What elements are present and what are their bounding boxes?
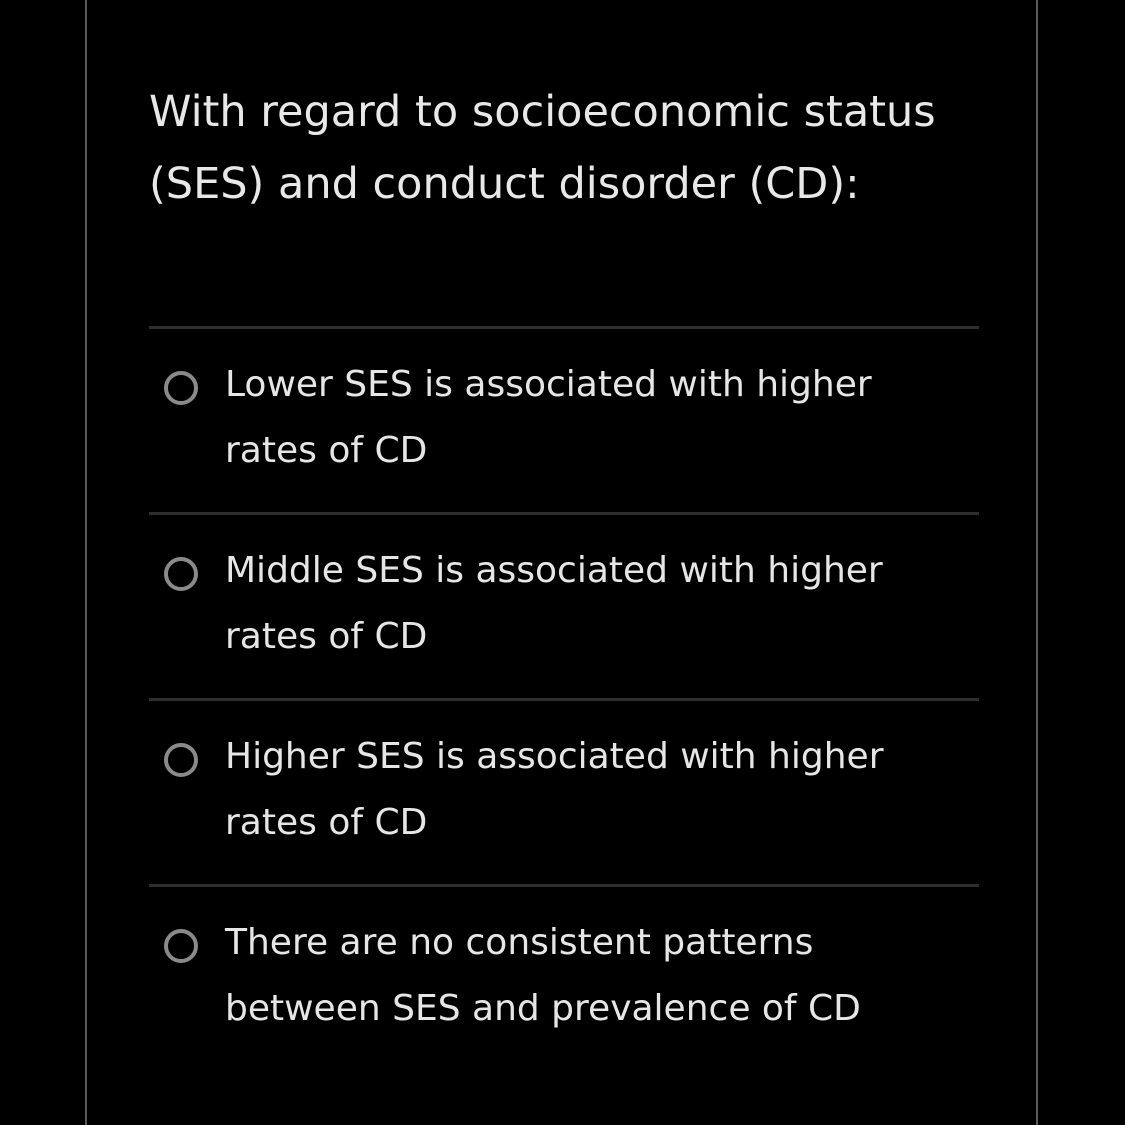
question-panel (85, 0, 1038, 1125)
radio-button-4[interactable] (164, 929, 198, 963)
answer-options (149, 326, 979, 1070)
answer-option-2[interactable] (149, 515, 979, 698)
answer-option-4-label: There are no consistent patterns between SES and prevalence of CD (225, 922, 861, 1029)
answer-option-3[interactable] (149, 701, 979, 884)
answer-option-1[interactable] (149, 329, 979, 512)
answer-option-1-label: Lower SES is associated with higher rates of CD (225, 364, 872, 471)
question-text: With regard to socioeconomic status (SES) and conduct disorder (CD): (149, 87, 936, 209)
answer-option-3-label: Higher SES is associated with higher rates of CD (225, 736, 884, 843)
answer-option-2-label: Middle SES is associated with higher rates of CD (225, 550, 883, 657)
answer-option-4[interactable] (149, 887, 979, 1070)
radio-button-2[interactable] (164, 557, 198, 591)
radio-button-1[interactable] (164, 371, 198, 405)
radio-button-3[interactable] (164, 743, 198, 777)
